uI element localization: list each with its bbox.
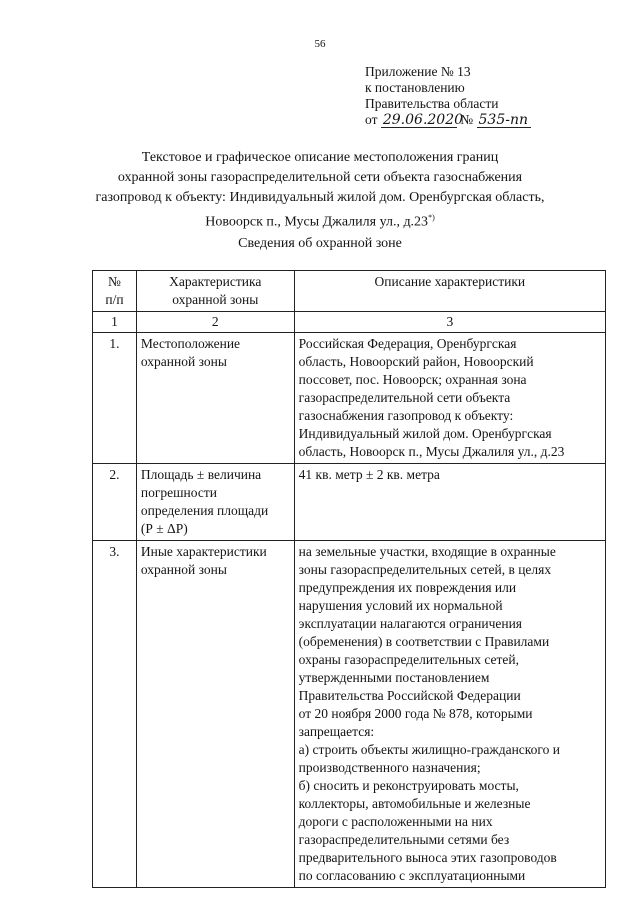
title-line-2: охранной зоны газораспределительной сети объекта газоснабжения	[117, 170, 523, 185]
row-characteristic: Иные характеристики охранной зоны	[136, 541, 294, 888]
header-number: № п/п	[93, 271, 137, 312]
handwritten-date: 29.06.2020	[382, 112, 464, 128]
row-number: 1.	[93, 333, 137, 464]
row-number: 3.	[93, 541, 137, 888]
row-characteristic: Площадь ± величина погрешности определения площади (Р ± ΔР)	[136, 464, 294, 541]
section-subtitle: Сведения об охранной зоне	[238, 236, 402, 251]
footnote-mark: *)	[428, 213, 435, 222]
header-description: Описание характеристики	[294, 271, 605, 312]
row-description: Российская Федерация, Оренбургская область, Новоорский район, Новоорский поссовет, пос. Новоорск; охранная зона газораспределительной сети объекта газоснабжения газопровод к объекту: Индивидуальный жилой дом. Оренбургская область, Новоорск п., Мусы Джалиля ул., д.23	[294, 333, 605, 464]
date-prefix: от	[365, 112, 378, 127]
row-number: 2.	[93, 464, 137, 541]
appendix-date-line	[365, 112, 605, 128]
appendix-line-government: Правительства области	[365, 96, 499, 111]
title-address: Новоорск п., Мусы Джалиля ул., д.23	[205, 214, 429, 230]
column-number: 1	[93, 312, 137, 333]
table-row	[93, 464, 606, 541]
row-characteristic: Местоположение охранной зоны	[136, 333, 294, 464]
column-number: 3	[294, 312, 605, 333]
title-line-3: газопровод к объекту: Индивидуальный жилой дом. Оренбургская область,	[95, 190, 545, 205]
table-header-row	[93, 271, 606, 312]
appendix-title: Приложение № 13	[365, 64, 471, 79]
protection-zone-table	[92, 270, 606, 888]
row-description: 41 кв. метр ± 2 кв. метра	[294, 464, 605, 541]
column-number-row	[93, 312, 606, 333]
header-characteristic: Характеристика охранной зоны	[136, 271, 294, 312]
row-description: на земельные участки, входящие в охранные зоны газораспределительных сетей, в целях предупреждения их повреждения или нарушения условий их нормальной эксплуатации налагаются ограничения (обременения) в соответствии с Правилами охраны газораспределительных сетей, утвержденными постановлением Правительства Российской Федерации от 20 ноября 2000 года № 878, которыми запрещается: а) строить объекты жилищно-гражданского и производственного назначения; б) сносить и реконструировать мосты, коллекторы, автомобильные и железные дороги с расположенными на них газораспределительными сетями без предварительного выноса этих газопроводов по согласованию с эксплуатационными	[294, 541, 605, 888]
title-line-1: Текстовое и графическое описание местоположения границ	[141, 150, 499, 165]
table-row	[93, 333, 606, 464]
appendix-line-decree: к постановлению	[365, 80, 465, 95]
number-sign: №	[460, 112, 474, 127]
document-title	[80, 148, 560, 233]
title-line-4	[80, 208, 560, 233]
appendix-header	[365, 64, 605, 128]
column-number: 2	[136, 312, 294, 333]
table-row	[93, 541, 606, 888]
page-number: 56	[314, 38, 326, 50]
table-body	[93, 333, 606, 888]
handwritten-number: 535-пп	[477, 113, 531, 128]
